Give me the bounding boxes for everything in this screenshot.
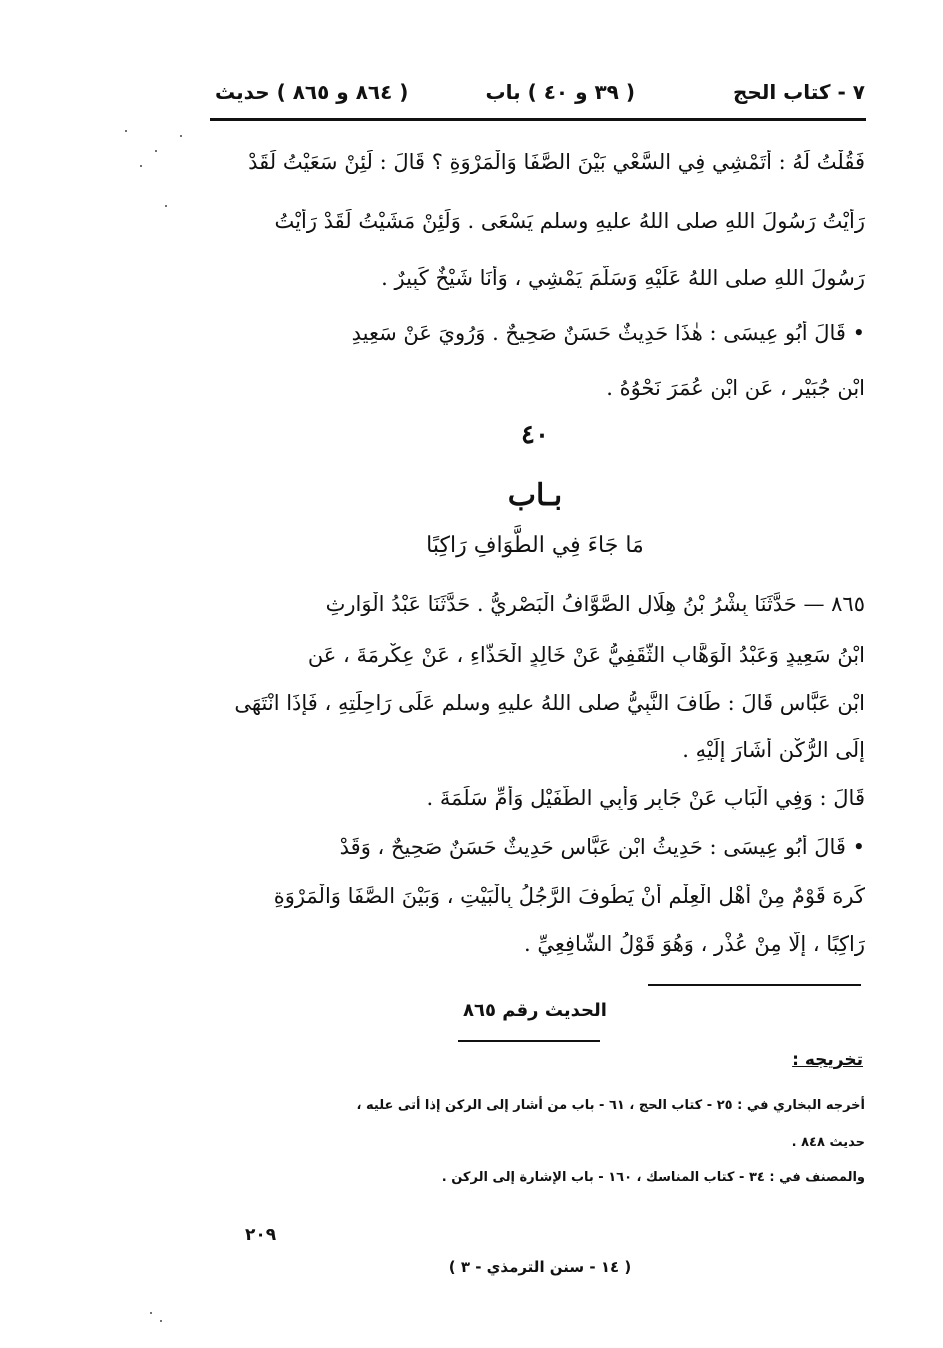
header-hadith: ( ٨٦٤ و ٨٦٥ ) حديث xyxy=(215,80,409,104)
scan-speck xyxy=(125,130,127,132)
body-line: إِلَى الرُّكْنِ أَشَارَ إِلَيْهِ . xyxy=(682,738,865,762)
scan-speck xyxy=(165,205,167,207)
body-line: قَالَ : وَفِي الْبَابِ عَنْ جَابِرٍ وَأَبِي الطُّفَيْلِ وَأُمِّ سَلَمَةَ . xyxy=(426,786,865,810)
header-chapter: ٧ - كتاب الحج xyxy=(732,80,865,104)
body-line: ابْنِ عَبَّاسٍ قَالَ : طَافَ النَّبِيُّ صلى اللهُ عليهِ وسلم عَلَى رَاحِلَتِهِ ، فَإِذَا انْتَهَى xyxy=(234,691,865,715)
scan-speck xyxy=(150,1312,152,1314)
takhrij-line: أخرجه البخاري في : ٢٥ - كتاب الحج ، ٦١ - باب من أشار إلى الركن إذا أتى عليه ، xyxy=(356,1098,865,1113)
body-line: • قَالَ أَبُو عِيسَى : حَدِيثُ ابْنِ عَبَّاسٍ حَدِيثٌ حَسَنٌ صَحِيحٌ ، وَقَدْ xyxy=(339,835,865,859)
takhrij-line: حديث ٨٤٨ . xyxy=(791,1135,865,1150)
hadith-reference-underline xyxy=(458,1040,600,1042)
header-rule xyxy=(210,118,866,121)
body-line: رَأَيْتُ رَسُولَ اللهِ صلى اللهُ عليهِ وسلم يَسْعَى . وَلَئِنْ مَشَيْتُ لَقَدْ رَأَيْتُ xyxy=(274,209,865,233)
page-number: ٢٠٩ xyxy=(245,1225,277,1245)
scan-speck xyxy=(140,165,142,167)
volume-signature: ( ١٤ - سنن الترمذي - ٣ ) xyxy=(448,1258,632,1276)
scan-speck xyxy=(155,150,157,152)
bab-title: بـاب xyxy=(507,478,563,513)
body-line: كَرِهَ قَوْمٌ مِنْ أَهْلِ الْعِلْمِ أَنْ يَطُوفَ الرَّجُلُ بِالْبَيْتِ ، وَبَيْنَ الصَّفَا وَالْمَرْوَةِ xyxy=(273,884,865,908)
body-line: ابْنِ جُبَيْرٍ ، عَنِ ابْنِ عُمَرَ نَحْوُهُ . xyxy=(606,376,865,400)
body-line: رَسُولَ اللهِ صلى اللهُ عَلَيْهِ وَسَلَّمَ يَمْشِي ، وَأَنَا شَيْخٌ كَبِيرٌ . xyxy=(381,266,865,290)
body-line: ابْنُ سَعِيدٍ وَعَبْدُ الْوَهَّابِ الثَّقَفِيُّ عَنْ خَالِدٍ الْحَذَّاءِ ، عَنْ عِكْرِمَةَ ، عَنِ xyxy=(307,643,865,667)
scan-speck xyxy=(160,1320,162,1322)
running-header xyxy=(215,76,865,112)
footnote-rule xyxy=(648,984,861,986)
hadith-reference: الحديث رقم ٨٦٥ xyxy=(463,1000,607,1021)
scan-speck xyxy=(180,135,182,137)
body-line: ٨٦٥ — حَدَّثَنَا بِشْرُ بْنُ هِلَالٍ الصَّوَّافُ الْبَصْرِيُّ . حَدَّثَنَا عَبْدُ الْوَارِثِ xyxy=(325,592,865,616)
bab-subtitle: مَا جَاءَ فِي الطَّوَافِ رَاكِبًا xyxy=(426,533,644,558)
takhrij-title: تخريجه : xyxy=(792,1050,863,1070)
body-line: رَاكِبًا ، إِلَّا مِنْ عُذْرٍ ، وَهُوَ قَوْلُ الشَّافِعِيِّ . xyxy=(523,932,865,956)
body-line: • قَالَ أَبُو عِيسَى : هٰذَا حَدِيثٌ حَسَنٌ صَحِيحٌ . وَرُوِيَ عَنْ سَعِيدِ xyxy=(351,321,865,345)
header-bab: ( ٣٩ و ٤٠ ) باب xyxy=(485,80,635,104)
bab-number: ٤٠ xyxy=(521,420,549,450)
body-line: فَقُلْتُ لَهُ : أَتَمْشِي فِي السَّعْيِ بَيْنَ الصَّفَا وَالْمَرْوَةِ ؟ قَالَ : لَئِنْ سَعَيْتُ لَقَدْ xyxy=(248,150,865,174)
takhrij-line: والمصنف في : ٣٤ - كتاب المناسك ، ١٦٠ - باب الإشارة إلى الركن . xyxy=(441,1170,865,1185)
